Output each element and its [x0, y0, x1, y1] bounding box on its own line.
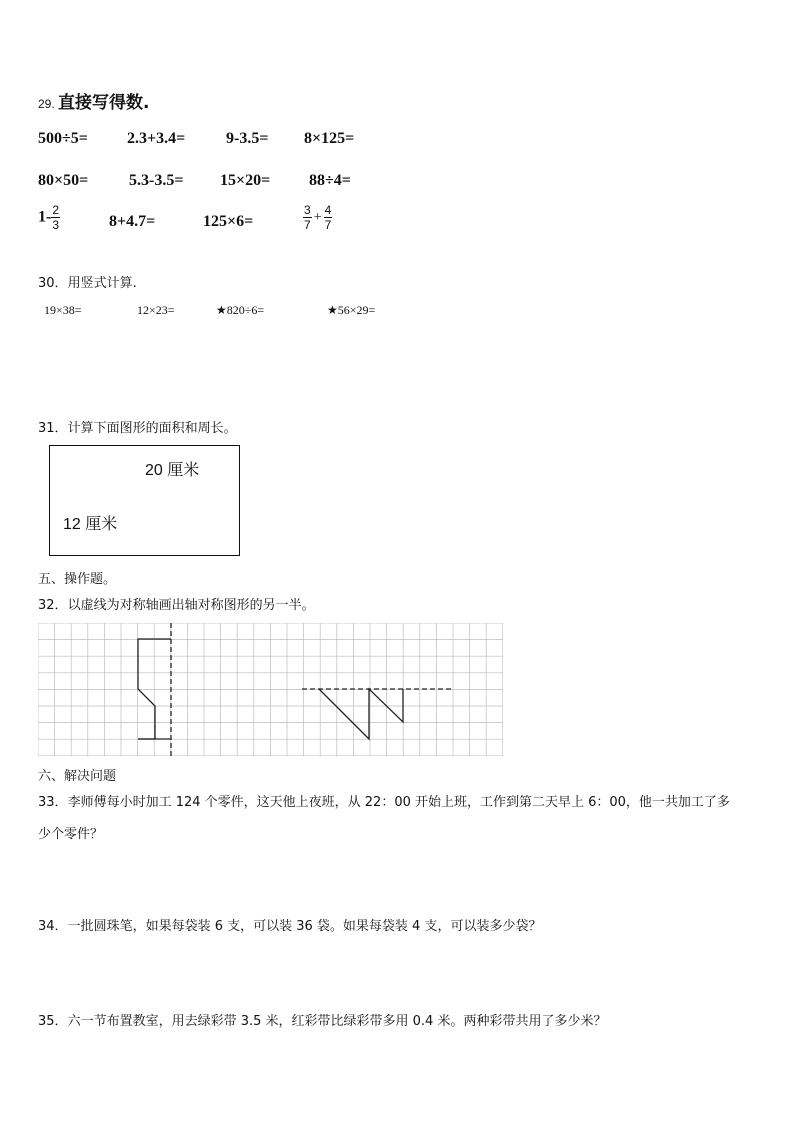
section-5-heading: 五、操作题。	[38, 572, 117, 587]
q35-number: 35	[38, 1014, 55, 1029]
q29-row3-d: $\frac{3}{7}$ + $\frac{4}{7}$	[304, 203, 332, 232]
q30-item-2: 12×23=	[137, 303, 175, 317]
q29-number: 29	[38, 97, 52, 111]
q29-header: 29. 直接写得数.	[38, 93, 150, 113]
q29-row1-d: 8×125=	[304, 130, 355, 147]
q29-row1-a: 500÷5=	[38, 130, 88, 147]
q29-row1-b: 2.3+3.4=	[127, 130, 186, 147]
q30-item-3: ★820÷6=	[216, 303, 265, 317]
section-6-heading: 六、解决问题	[38, 769, 117, 784]
q31-title: 计算下面图形的面积和周长。	[67, 421, 237, 436]
q29-title: 直接写得数.	[58, 93, 150, 113]
fraction-two-thirds: $\frac{2}{3}$	[52, 203, 60, 232]
q29-row2-b: 5.3-3.5=	[129, 172, 184, 189]
q31-number: 31	[38, 421, 55, 436]
q32-number: 32	[38, 598, 55, 613]
q29-row2-a: 80×50=	[38, 172, 89, 189]
q30-title: 用竖式计算.	[67, 276, 137, 291]
q29-row1-c: 9-3.5=	[226, 130, 269, 147]
rectangle-height-label: 12 厘米	[63, 516, 118, 533]
q34-number: 34	[38, 919, 55, 934]
q29-row3-b: 8+4.7=	[109, 213, 156, 230]
q30-number: 30	[38, 276, 55, 291]
q32-title: 以虚线为对称轴画出轴对称图形的另一半。	[67, 598, 315, 613]
q29-row2-c: 15×20=	[220, 172, 271, 189]
q30-item-1: 19×38=	[44, 303, 82, 317]
q33-line-1: 33．李师傅每小时加工 124 个零件，这天他上夜班，从 22：00 开始上班，工作到第二天早上 6：00，他一共加工了多	[38, 795, 730, 810]
q33-line-2: 少个零件？	[38, 827, 104, 842]
q29-row3-c: 125×6=	[203, 213, 254, 230]
q30-item-4: ★56×29=	[327, 303, 376, 317]
q34-text: 一批圆珠笔，如果每袋装 6 支，可以装 36 袋。如果每袋装 4 支，可以装多少袋？	[67, 919, 542, 934]
q30-header: 30．用竖式计算.	[38, 276, 137, 291]
q32-header: 32．以虚线为对称轴画出轴对称图形的另一半。	[38, 598, 315, 613]
q33-text-1: 李师傅每小时加工 124 个零件，这天他上夜班，从 22：00 开始上班，工作到第二天早上 6：00，他一共加工了多	[67, 795, 730, 810]
half-figure-right	[319, 689, 403, 739]
rectangle-width-label: 20 厘米	[145, 462, 200, 479]
q35-text: 六一节布置教室，用去绿彩带 3.5 米，红彩带比绿彩带多用 0.4 米。两种彩带共用了多少米？	[67, 1014, 607, 1029]
symmetry-grid	[38, 623, 503, 756]
q34: 34．一批圆珠笔，如果每袋装 6 支，可以装 36 袋。如果每袋装 4 支，可以装多少袋？	[38, 919, 542, 934]
q29-row2-d: 88÷4=	[309, 172, 351, 189]
q29-row3-a: 1- $\frac{2}{3}$	[38, 203, 60, 232]
q31-header: 31．计算下面图形的面积和周长。	[38, 421, 237, 436]
fraction-four-sevenths: $\frac{4}{7}$	[324, 203, 332, 232]
q33-number: 33	[38, 795, 55, 810]
fraction-three-sevenths: $\frac{3}{7}$	[304, 203, 311, 232]
q35: 35．六一节布置教室，用去绿彩带 3.5 米，红彩带比绿彩带多用 0.4 米。两种彩带共用了多少米？	[38, 1014, 607, 1029]
